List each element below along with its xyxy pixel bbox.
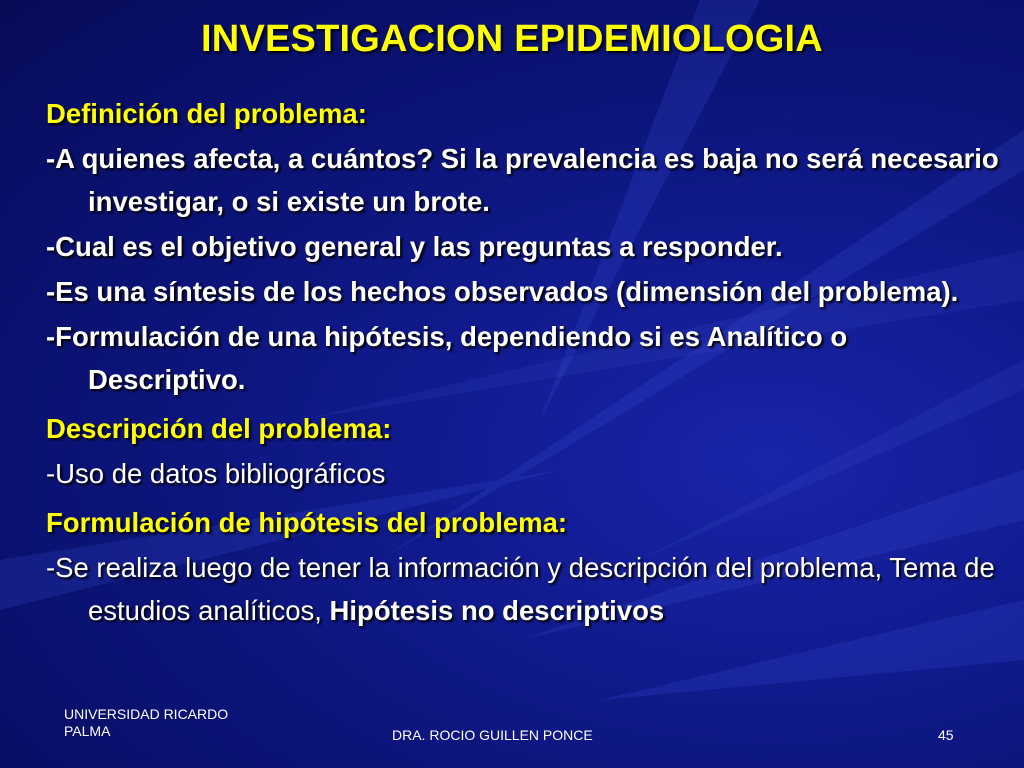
slide-title: INVESTIGACION EPIDEMIOLOGIA [201, 18, 823, 60]
bullet-formulacion-hipotesis: -Formulación de una hipótesis, dependiendo si es Analítico o Descriptivo. [46, 321, 848, 395]
bullet-se-realiza-bold: Hipótesis no descriptivos [329, 595, 665, 626]
heading-formulacion: Formulación de hipótesis del problema: [46, 507, 568, 538]
bullet-datos-bibliograficos: -Uso de datos bibliográficos [46, 458, 386, 489]
bullet-objetivo-general: -Cual es el objetivo general y las preguntas a responder. [46, 231, 783, 262]
slide-body [46, 92, 1006, 632]
bullet-se-realiza-text: -Se realiza luego de tener la información y descripción del problema, Tema de estudios analíticos, [46, 552, 995, 626]
footer-author: DRA. ROCIO GUILLEN PONCE [392, 727, 593, 743]
bullet-se-realiza [46, 546, 1006, 632]
heading-definicion: Definición del problema: [46, 98, 367, 129]
bullet-a-quienes-afecta: -A quienes afecta, a cuántos? Si la prevalencia es baja no será necesario investigar, o si existe un brote. [46, 143, 999, 217]
heading-descripcion: Descripción del problema: [46, 413, 392, 444]
bullet-sintesis-hechos: -Es una síntesis de los hechos observados (dimensión del problema). [46, 276, 959, 307]
footer-page-number: 45 [938, 727, 954, 743]
footer-university: UNIVERSIDAD RICARDO PALMA [64, 706, 229, 739]
